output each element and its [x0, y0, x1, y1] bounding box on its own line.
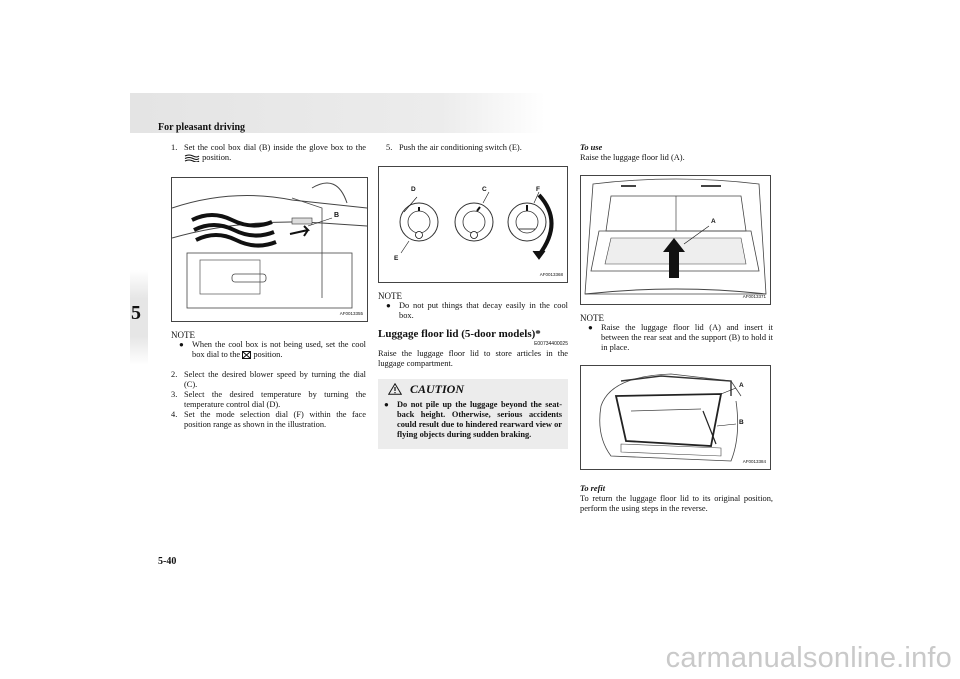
caution-item: ● Do not pile up the luggage beyond the seat-back height. Otherwise, serious accidents could result due to hindered rearward view or flying objects during sudden braking.: [384, 400, 562, 439]
figure-label-b: B: [739, 419, 744, 426]
off-position-icon: [242, 351, 251, 359]
caution-box: [378, 379, 568, 449]
cool-box-illustration: [172, 178, 367, 321]
column-3: [580, 143, 773, 514]
steps-list: [171, 370, 366, 430]
figure-code: AF0013368: [539, 272, 563, 277]
column-1: [171, 143, 366, 430]
figure-label-c: C: [482, 186, 487, 193]
step-1-text-b: position.: [202, 153, 232, 162]
step-3: 3. Select the desired temperature by turning the temperature control dial (D).: [171, 390, 366, 409]
to-use-text: Raise the luggage floor lid (A).: [580, 153, 685, 162]
watermark: carmanualsonline.info: [665, 642, 952, 674]
caution-title: CAUTION: [410, 382, 465, 396]
section-title: Luggage floor lid (5-door models)*: [378, 328, 541, 340]
bullet-icon: ●: [386, 301, 391, 310]
figure-label-f: F: [536, 186, 540, 193]
step-2: 2. Select the desired blower speed by turning the dial (C).: [171, 370, 366, 389]
page-header-title: For pleasant driving: [158, 122, 246, 133]
bullet-icon: ●: [588, 323, 593, 332]
step-4: 4. Set the mode selection dial (F) within the face position range as shown in the illustration.: [171, 410, 366, 429]
step-1: [171, 143, 366, 163]
step-number: 1.: [171, 143, 178, 152]
figure-label-e: E: [394, 255, 399, 262]
figure-code: AF0013371: [742, 294, 766, 299]
chapter-tab: [130, 270, 148, 365]
cool-box-figure: [171, 177, 368, 322]
figure-code: AF0013384: [742, 459, 766, 464]
column-2: [378, 143, 568, 449]
luggage-support-figure: [580, 365, 771, 470]
bullet-icon: ●: [179, 340, 184, 349]
note-item: ● Do not put things that decay easily in the cool box.: [386, 301, 568, 320]
climate-dials-figure: [378, 166, 568, 283]
step-5: 5. Push the air conditioning switch (E).: [386, 143, 522, 152]
chapter-number: 5: [131, 302, 141, 324]
luggage-lid-illustration: [581, 176, 770, 304]
figure-label-b: B: [334, 212, 340, 219]
note-heading: NOTE: [378, 291, 402, 301]
note-text-b: position.: [253, 350, 283, 359]
note-item: [179, 340, 366, 360]
warning-triangle-icon: [388, 383, 402, 395]
to-refit-text: To return the luggage floor lid to its original position, perform the using steps in the reverse.: [580, 494, 773, 513]
figure-label-d: D: [411, 186, 416, 193]
luggage-lid-figure: [580, 175, 771, 305]
note-item: ● Raise the luggage floor lid (A) and insert it between the rear seat and the support (B) to hold it in place.: [588, 323, 773, 352]
figure-code: AF0013355: [339, 311, 363, 316]
to-refit-heading: To refit: [580, 484, 606, 493]
figure-label-a: A: [739, 382, 744, 389]
fan-vent-icon: [184, 154, 200, 162]
page-number: 5-40: [158, 556, 177, 567]
figure-label-a: A: [711, 218, 716, 225]
to-use-heading: To use: [580, 143, 603, 152]
step-1-text-a: Set the cool box dial (B) inside the glove box to the: [184, 143, 366, 152]
note-text-a: When the cool box is not being used, set the cool box dial to the: [192, 340, 366, 359]
note-heading: NOTE: [580, 313, 604, 323]
section-body: Raise the luggage floor lid to store articles in the luggage compartment.: [378, 349, 568, 368]
note-heading: NOTE: [171, 330, 195, 340]
section-code: E00734400025: [534, 341, 568, 347]
bullet-icon: ●: [384, 400, 389, 409]
